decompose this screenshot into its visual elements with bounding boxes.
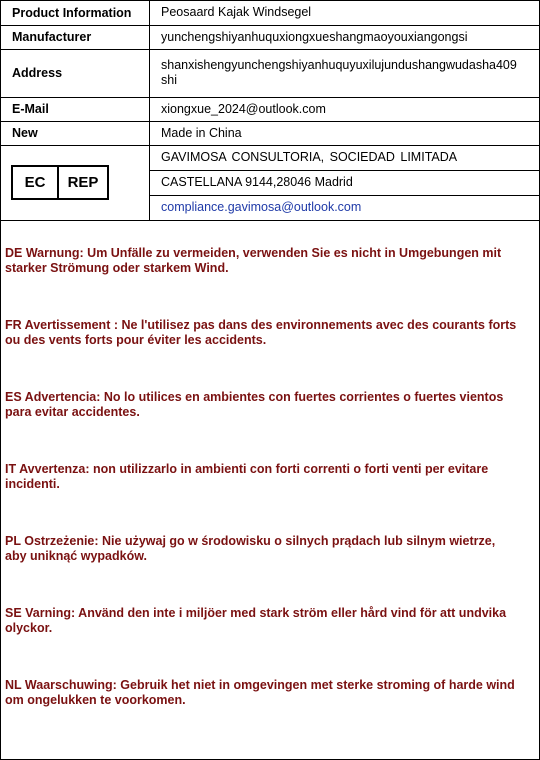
manufacturer-value: yunchengshiyanhuquxiongxueshangmaoyouxiangongsi — [150, 25, 540, 49]
warning-fr: FR Avertissement : Ne l'utilisez pas dans des environnements avec des courants forts ou des vents forts pour éviter les accidents. — [5, 318, 517, 347]
ec-rep-details-table — [150, 146, 539, 220]
address-row — [1, 49, 539, 97]
new-row — [1, 121, 539, 145]
warning-pl: PL Ostrzeżenie: Nie używaj go w środowisku o silnych prądach lub silnym wietrze, aby uniknąć wypadków. — [5, 534, 496, 563]
email-label: E-Mail — [1, 97, 150, 121]
new-label: New — [1, 121, 150, 145]
manufacturer-label: Manufacturer — [1, 25, 150, 49]
email-row — [1, 97, 539, 121]
ec-rep-email-link[interactable]: compliance.gavimosa@outlook.com — [150, 195, 539, 220]
ec-rep-address: CASTELLANA 9144,28046 Madrid — [150, 170, 539, 195]
ec-symbol-text: EC — [13, 167, 59, 198]
address-text: shanxishengyunchengshiyanhuquyuxilujundushangwudasha409shi — [161, 58, 517, 87]
warning-se: SE Varning: Använd den inte i miljöer med stark ström eller hård vind för att undvika olyckor. — [5, 606, 507, 635]
email-value: xiongxue_2024@outlook.com — [150, 97, 540, 121]
address-value — [150, 49, 540, 97]
rep-symbol-text: REP — [67, 174, 99, 191]
new-value: Made in China — [150, 121, 540, 145]
ec-rep-symbol-cell — [1, 145, 150, 220]
product-value: Peosaard Kajak Windsegel — [150, 1, 540, 25]
ec-rep-company: GAVIMOSA CONSULTORIA, SOCIEDAD LIMITADA — [161, 150, 458, 164]
product-info-table — [1, 1, 539, 221]
warning-it: IT Avvertenza: non utilizzarlo in ambienti con forti correnti o forti venti per evitare incidenti. — [5, 462, 489, 491]
ec-rep-details — [150, 145, 540, 220]
product-row — [1, 1, 539, 25]
ec-rep-row — [1, 145, 539, 220]
manufacturer-row — [1, 25, 539, 49]
warning-es: ES Advertencia: No lo utilices en ambientes con fuertes corrientes o fuertes vientos para evitar accidentes. — [5, 390, 504, 419]
address-label: Address — [1, 49, 150, 97]
warning-de: DE Warnung: Um Unfälle zu vermeiden, verwenden Sie es nicht in Umgebungen mit starker Strömung oder starkem Wind. — [5, 246, 502, 275]
product-label: Product Information — [1, 1, 150, 25]
ec-rep-symbol — [11, 165, 109, 200]
warning-nl: NL Waarschuwing: Gebruik het niet in omgevingen met sterke stroming of harde wind om ongelukken te voorkomen. — [5, 678, 515, 707]
